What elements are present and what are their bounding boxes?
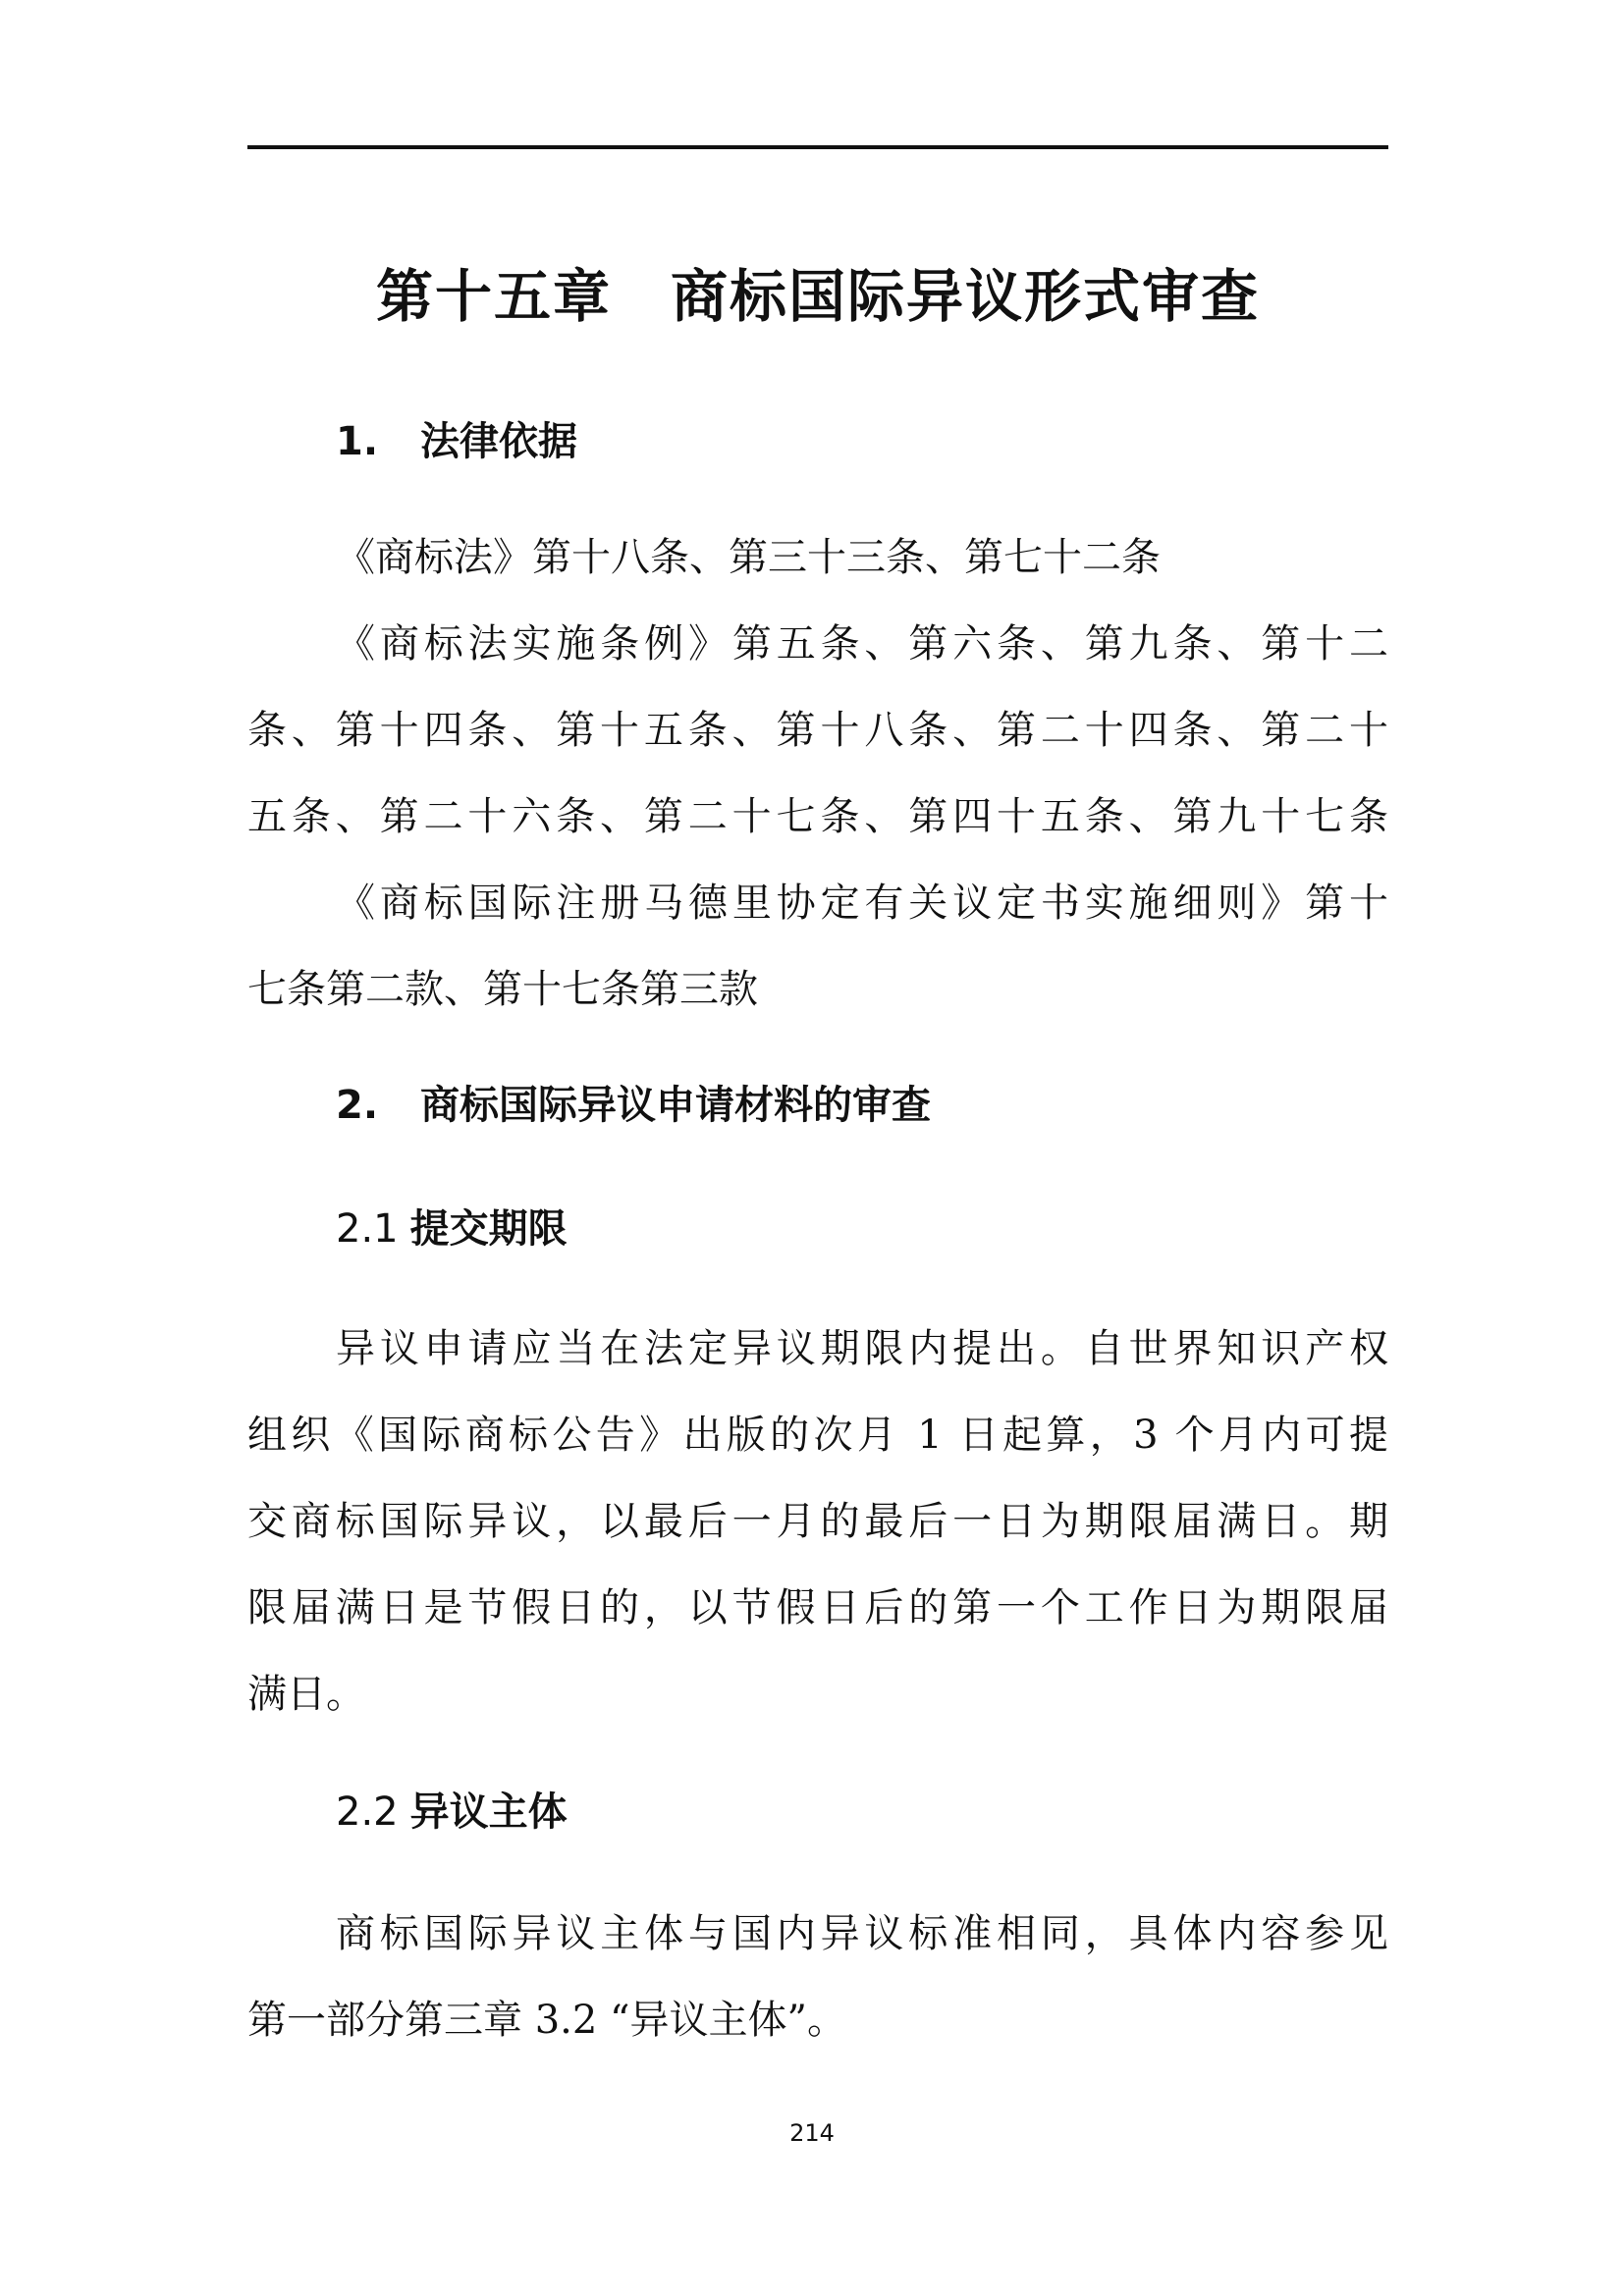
paragraph-line: 第一部分第三章 3.2 “异议主体”。 xyxy=(247,1998,846,2043)
header-rule xyxy=(247,145,1388,149)
paragraph-line: 七条第二款、第十七条第三款 xyxy=(247,967,758,1012)
section-title: 法律依据 xyxy=(420,419,577,464)
subsection-title: 提交期限 xyxy=(409,1206,568,1252)
subsection-title: 异议主体 xyxy=(409,1789,568,1835)
subsection-number: 2.2 xyxy=(336,1789,399,1835)
subsection-heading-deadline xyxy=(336,1200,568,1258)
paragraph-line: 《商标国际注册马德里协定有关议定书实施细则》第十 xyxy=(336,881,1388,926)
paragraph-line: 《商标法》第十八条、第三十三条、第七十二条 xyxy=(336,535,1161,580)
paragraph-line: 满日。 xyxy=(247,1672,365,1717)
paragraph-line: 交商标国际异议，以最后一月的最后一日为期限届满日。期 xyxy=(247,1499,1388,1544)
section-number: 2. xyxy=(336,1083,379,1128)
section-number: 1. xyxy=(336,419,379,464)
paragraph-line: 异议申请应当在法定异议期限内提出。自世界知识产权 xyxy=(336,1326,1388,1371)
paragraph-line: 条、第十四条、第十五条、第十八条、第二十四条、第二十 xyxy=(247,708,1388,753)
paragraph-line: 限届满日是节假日的，以节假日后的第一个工作日为期限届 xyxy=(247,1585,1388,1630)
section-heading-review xyxy=(336,1076,931,1135)
page-number: 214 xyxy=(789,2119,835,2147)
paragraph-line: 商标国际异议主体与国内异议标准相同，具体内容参见 xyxy=(336,1911,1388,1956)
paragraph-line: 组织《国际商标公告》出版的次月 1 日起算，3 个月内可提 xyxy=(247,1413,1388,1458)
paragraph-line: 《商标法实施条例》第五条、第六条、第九条、第十二 xyxy=(336,621,1388,667)
section-heading-legal-basis xyxy=(336,412,577,471)
paragraph-line: 五条、第二十六条、第二十七条、第四十五条、第九十七条 xyxy=(247,794,1388,839)
subsection-heading-subject xyxy=(336,1783,568,1842)
section-title: 商标国际异议申请材料的审查 xyxy=(420,1083,931,1128)
chapter-title: 第十五章 商标国际异议形式审查 xyxy=(375,263,1260,330)
subsection-number: 2.1 xyxy=(336,1206,399,1252)
